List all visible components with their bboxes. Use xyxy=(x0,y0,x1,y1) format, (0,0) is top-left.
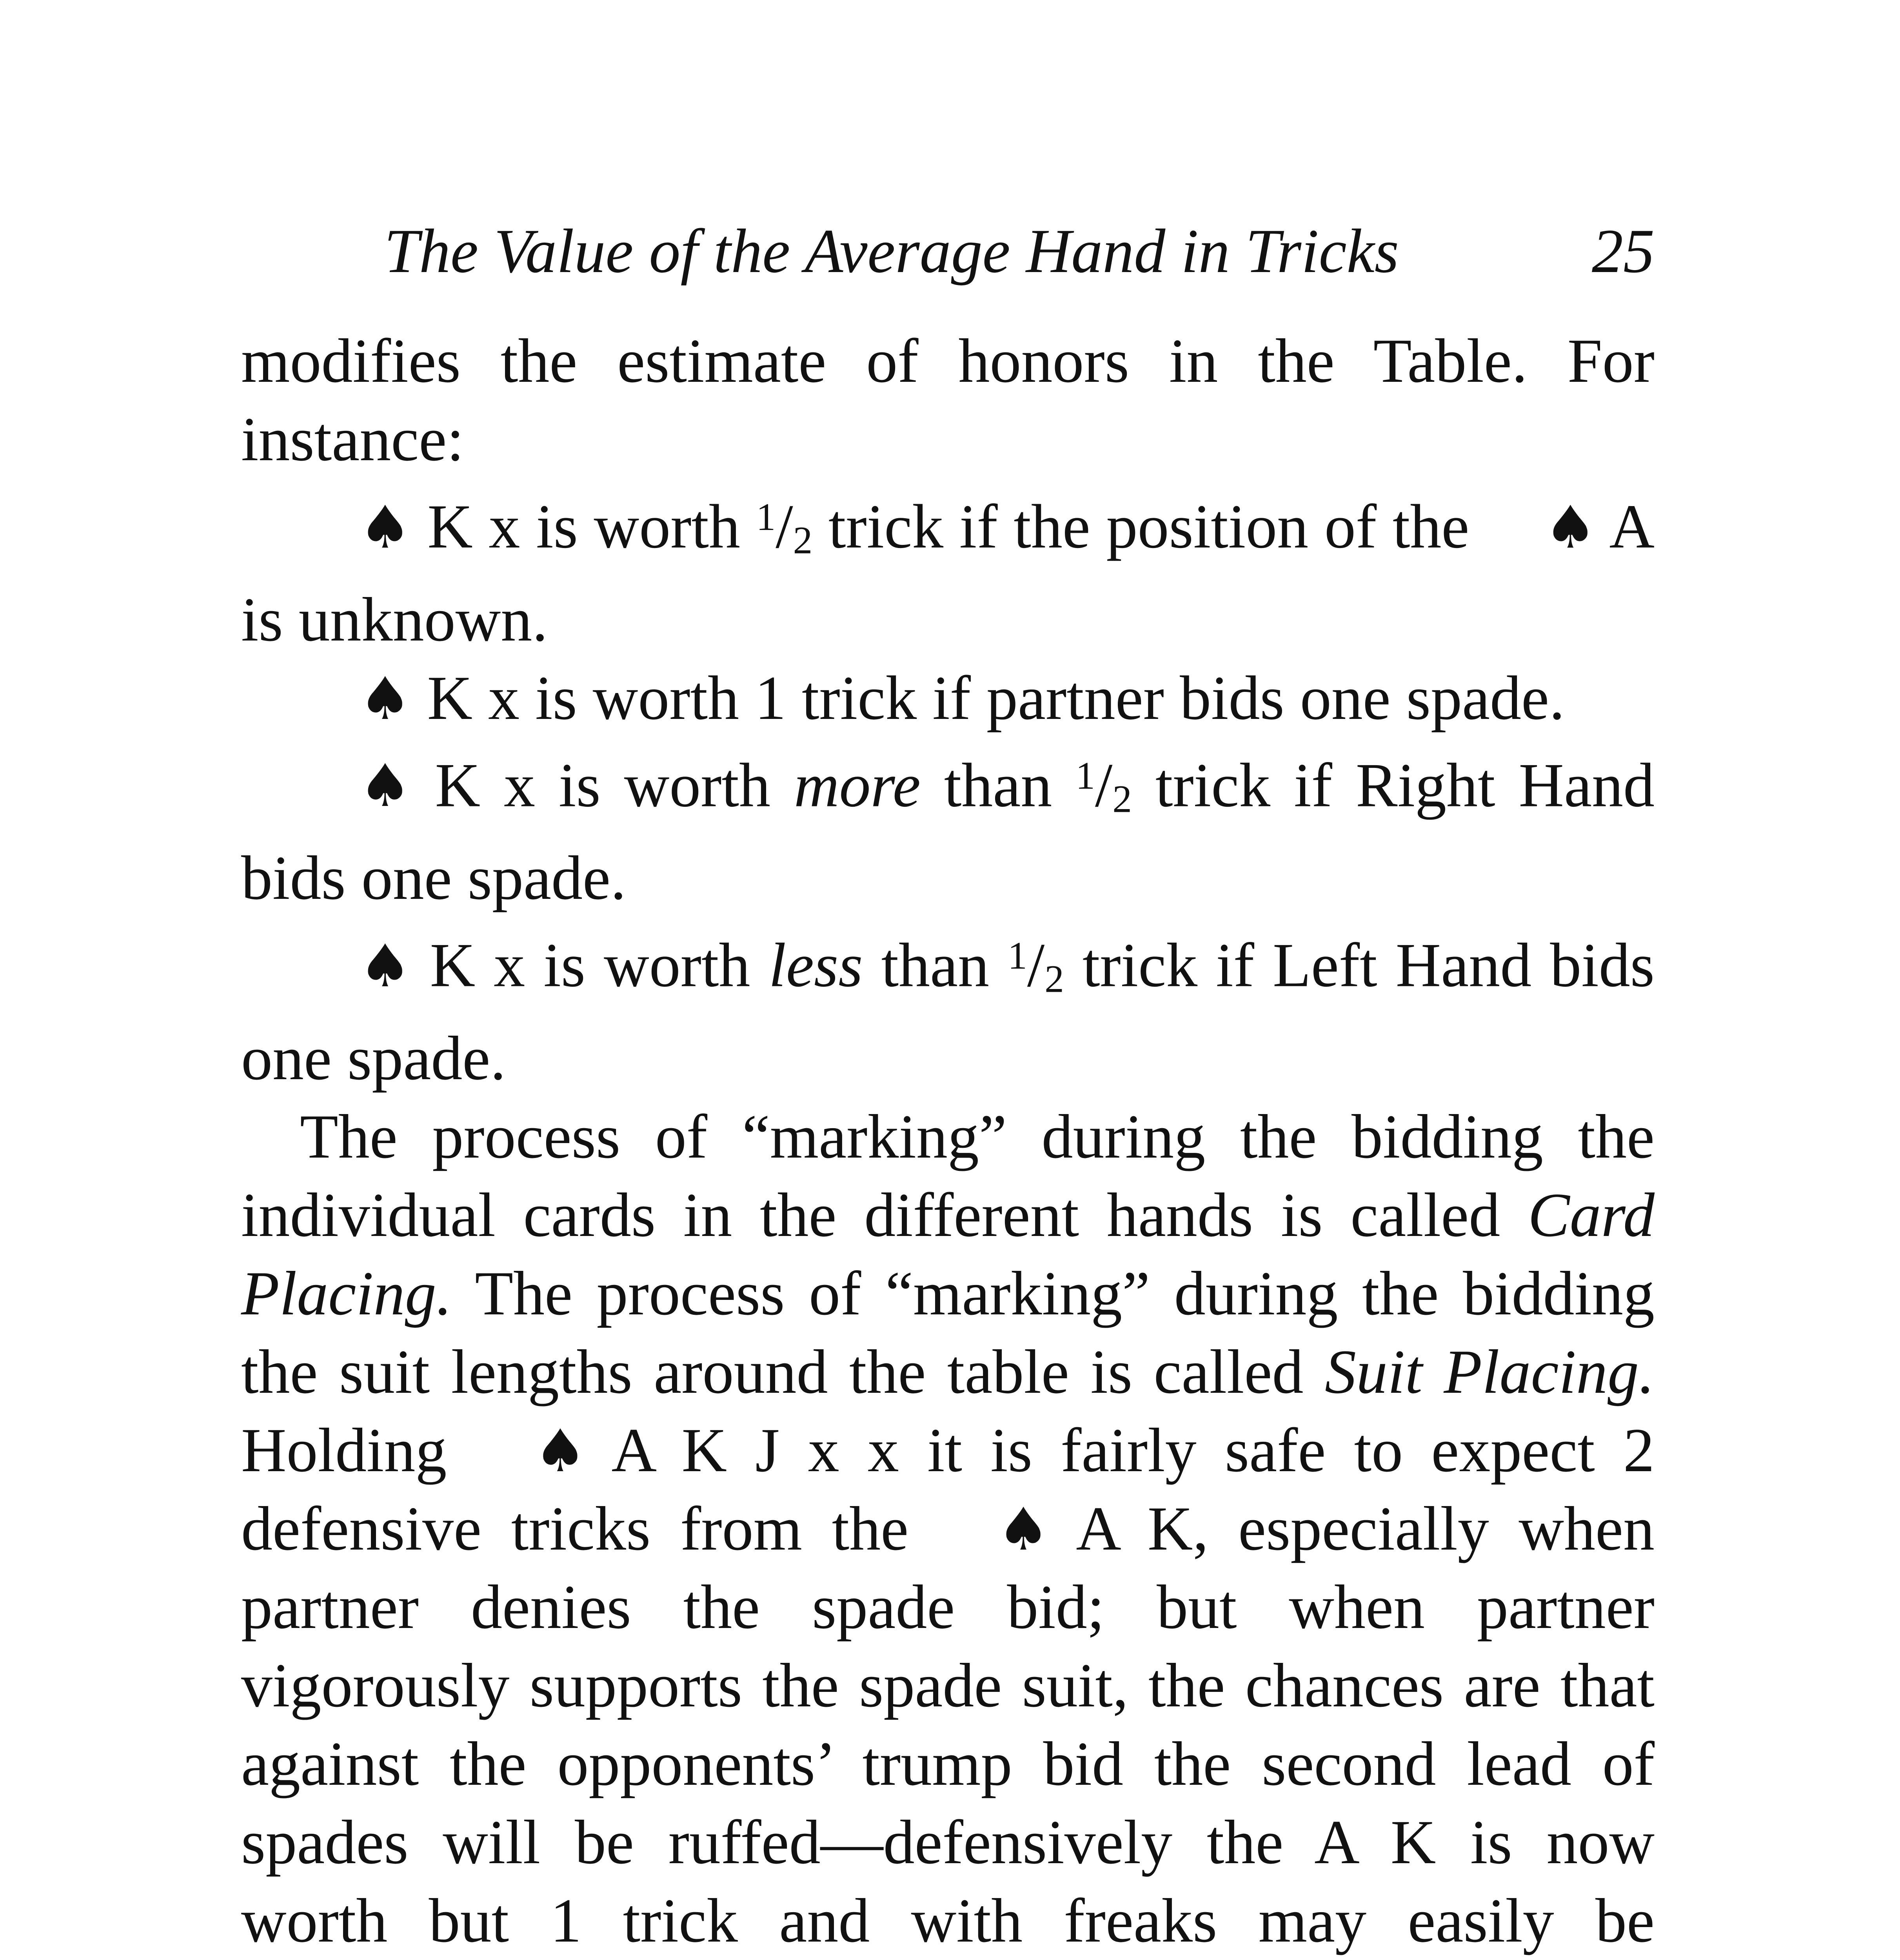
fraction-numerator: 1 xyxy=(1008,935,1027,977)
fraction-numerator: 1 xyxy=(1075,754,1095,797)
page-number: 25 xyxy=(1592,216,1655,286)
spade-icon: ♠ xyxy=(359,932,412,1000)
fraction-denominator: 2 xyxy=(1044,958,1064,1001)
paragraph-3: ♠ K x is worth 1 trick if partner bids one spade. xyxy=(241,659,1655,737)
fraction-denominator: 2 xyxy=(1112,778,1132,820)
fraction-denominator: 2 xyxy=(793,519,813,562)
paragraph-2: ♠ K x is worth $^1/_2$ trick if the position of the ♠ A is unknown. xyxy=(241,491,1655,654)
fraction-numerator: 1 xyxy=(756,496,776,539)
spade-icon: ♠ xyxy=(997,1495,1050,1564)
spade-icon: ♠ xyxy=(359,752,412,820)
body-text xyxy=(241,321,1655,1960)
running-head-title: The Value of the Average Hand in Tricks xyxy=(384,216,1399,286)
spade-icon: ♠ xyxy=(1544,493,1597,562)
spade-icon: ♠ xyxy=(359,493,412,562)
spade-icon: ♠ xyxy=(359,664,412,733)
running-head xyxy=(384,216,1655,286)
paragraph-6: The process of “marking” during the bidding the individual cards in the different hands is called Card Placing. The process of “marking” during the bidding the suit lengths around the table is called Suit Placing. Holding ♠ A K J x x it is fairly safe to expect 2 defensive tricks from the ♠ A K, especially when partner denies the spade bid; but when partner vigorously supports the spade suit, the chances are that against the opponents’ trump bid the second lead of spades will be ruffed—defensively the A K is now worth but 1 trick and with freaks may easily be xyxy=(241,1101,1655,1955)
paragraph-1: modifies the estimate of honors in the Table. For instance: xyxy=(241,326,1655,474)
spade-icon: ♠ xyxy=(534,1417,587,1485)
paragraph-4: ♠ K x is worth more than $^1/_2$ trick if Right Hand bids one spade. xyxy=(241,750,1655,913)
paragraph-5: ♠ K x is worth less than $^1/_2$ trick if Left Hand bids one spade. xyxy=(241,930,1655,1093)
